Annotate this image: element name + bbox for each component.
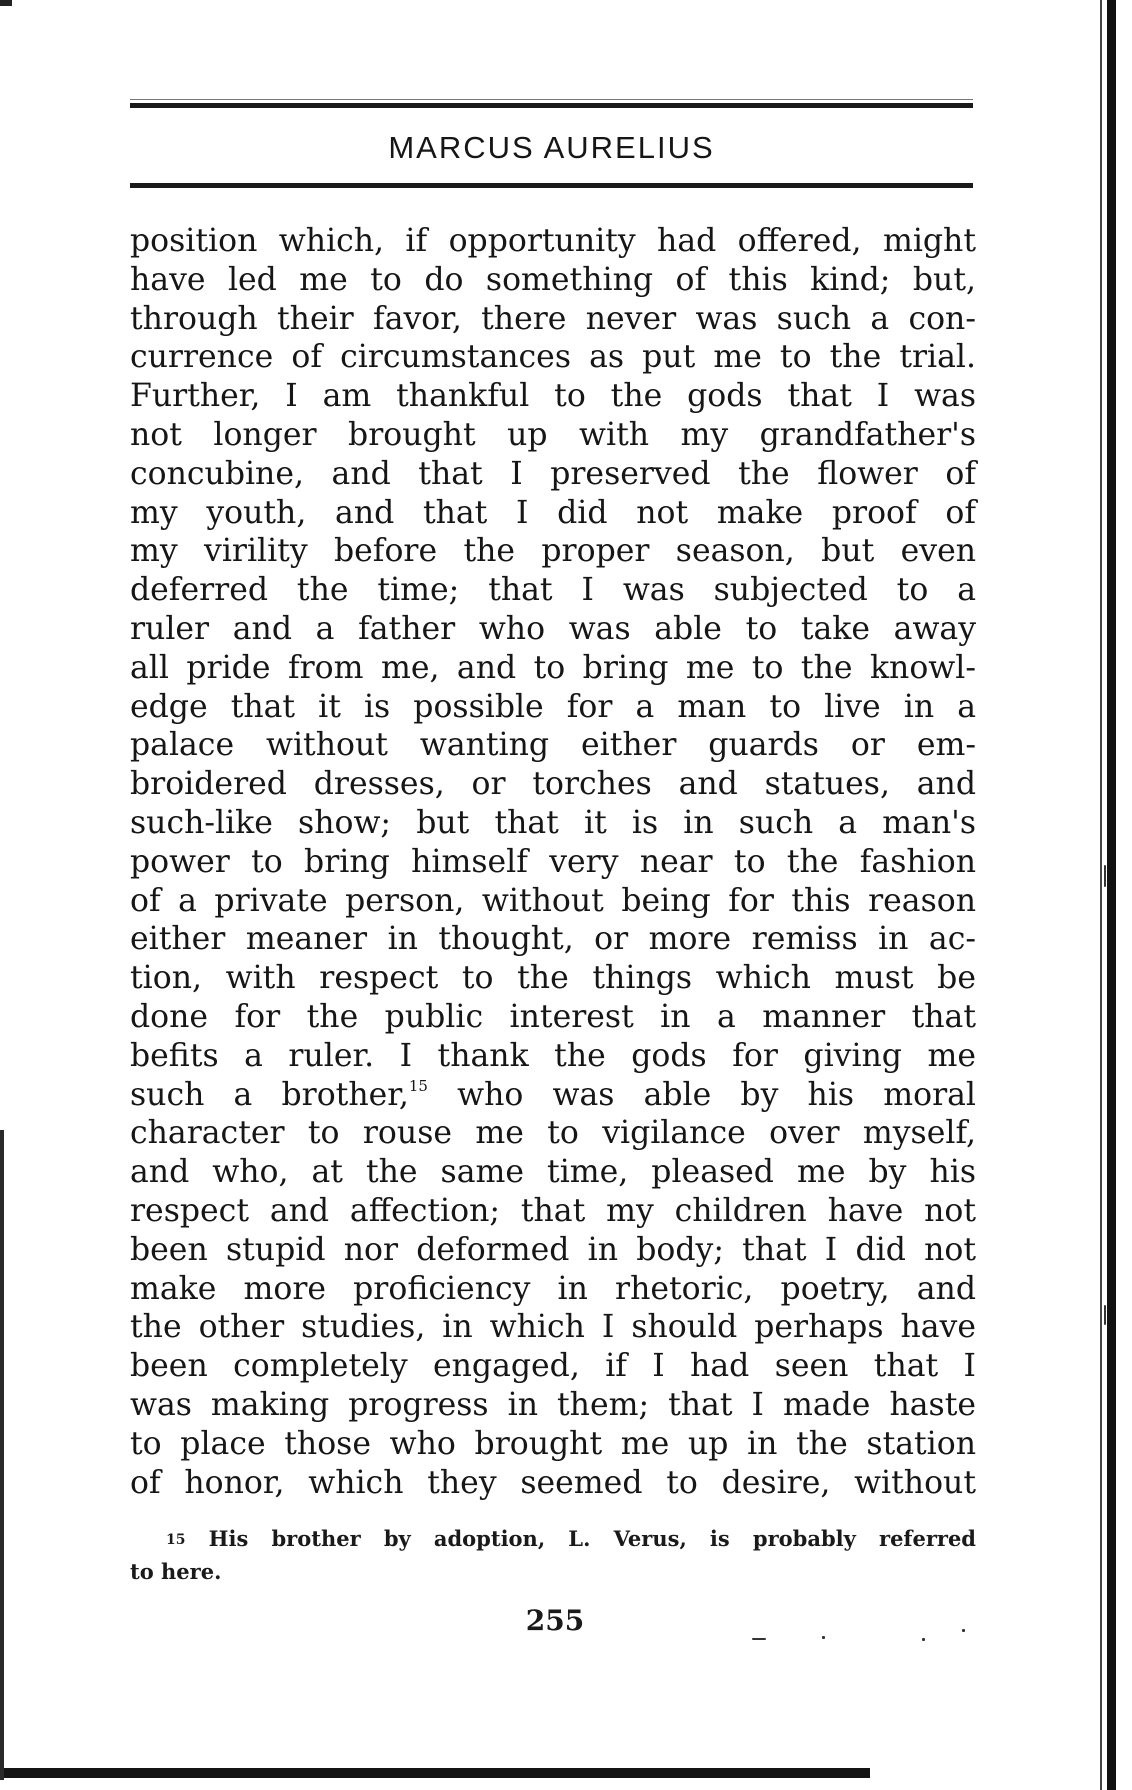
text-line: make more proficiency in rhetoric, poetry, and xyxy=(130,1270,976,1307)
text-line: been stupid nor deformed in body; that I did not xyxy=(130,1231,976,1268)
text-line: such-like show; but that it is in such a man's xyxy=(130,804,976,841)
text-line: through their favor, there never was such a con- xyxy=(130,300,976,337)
scan-edge-right xyxy=(1107,0,1116,1790)
text-line: my youth, and that I did not make proof of xyxy=(130,494,976,531)
scan-speck xyxy=(962,1629,965,1632)
footnote-reference: 15 xyxy=(408,1076,428,1095)
text-line: done for the public interest in a manner that xyxy=(130,998,976,1035)
scan-speck xyxy=(922,1638,925,1641)
scan-speck xyxy=(752,1638,766,1640)
text-line: tion, with respect to the things which must be xyxy=(130,960,976,997)
scan-speck xyxy=(822,1636,825,1639)
text-line: palace without wanting either guards or em- xyxy=(130,727,976,764)
scan-edge-bottom xyxy=(0,1768,870,1778)
text-line: the other studies, in which I should perhaps have xyxy=(130,1309,976,1346)
text-line: position which, if opportunity had offered, might xyxy=(130,223,976,259)
footnote-text: His brother by adoption, L. Verus, is probably referred xyxy=(208,1526,976,1551)
footnote-line xyxy=(130,1523,976,1556)
text-line: concubine, and that I preserved the flower of xyxy=(130,455,976,492)
text-line: edge that it is possible for a man to live in a xyxy=(130,688,976,725)
text-segment: who was able by his moral xyxy=(427,1076,976,1113)
text-line: either meaner in thought, or more remiss in ac- xyxy=(130,921,976,958)
scan-corner-mark xyxy=(0,0,12,6)
text-line: my virility before the proper season, but even xyxy=(130,533,976,570)
header-rule-thin xyxy=(130,99,973,100)
scan-edge-inner xyxy=(1100,0,1102,1790)
text-segment: such a brother, xyxy=(130,1076,409,1113)
scan-speck xyxy=(1104,865,1106,887)
text-line: broidered dresses, or torches and statues, and xyxy=(130,766,976,803)
text-line: been completely engaged, if I had seen that I xyxy=(130,1348,976,1385)
text-line: ruler and a father who was able to take away xyxy=(130,610,976,647)
text-line: deferred the time; that I was subjected to a xyxy=(130,572,976,609)
header-rule-bottom xyxy=(130,183,973,188)
text-line: currence of circumstances as put me to the trial. xyxy=(130,339,976,376)
header-rule-top xyxy=(130,103,973,108)
footnote-mark: 15 xyxy=(166,1532,186,1548)
scan-edge-left xyxy=(0,1130,4,1780)
text-line: respect and affection; that my children have not xyxy=(130,1192,976,1229)
running-head: MARCUS AURELIUS xyxy=(388,130,715,165)
text-line: of a private person, without being for this reason xyxy=(130,882,976,919)
text-line: not longer brought up with my grandfather's xyxy=(130,416,976,453)
text-line: befits a ruler. I thank the gods for giving me xyxy=(130,1037,976,1074)
footnote-line: to here. xyxy=(130,1559,222,1584)
scan-speck xyxy=(1104,1305,1106,1325)
page-number: 255 xyxy=(525,1604,585,1637)
text-line: power to bring himself very near to the fashion xyxy=(130,843,976,880)
text-line: of honor, which they seemed to desire, without xyxy=(130,1464,976,1501)
body-text xyxy=(130,222,976,1502)
footnote xyxy=(130,1523,976,1587)
text-line-with-footnote-ref xyxy=(130,1076,976,1115)
text-line: have led me to do something of this kind; but, xyxy=(130,261,976,298)
text-line: all pride from me, and to bring me to the knowl- xyxy=(130,649,976,686)
text-line: was making progress in them; that I made haste xyxy=(130,1386,976,1423)
text-line: to place those who brought me up in the station xyxy=(130,1425,976,1462)
text-line: Further, I am thankful to the gods that I was xyxy=(130,378,976,415)
text-line: and who, at the same time, pleased me by his xyxy=(130,1154,976,1191)
text-line: character to rouse me to vigilance over myself, xyxy=(130,1115,976,1152)
